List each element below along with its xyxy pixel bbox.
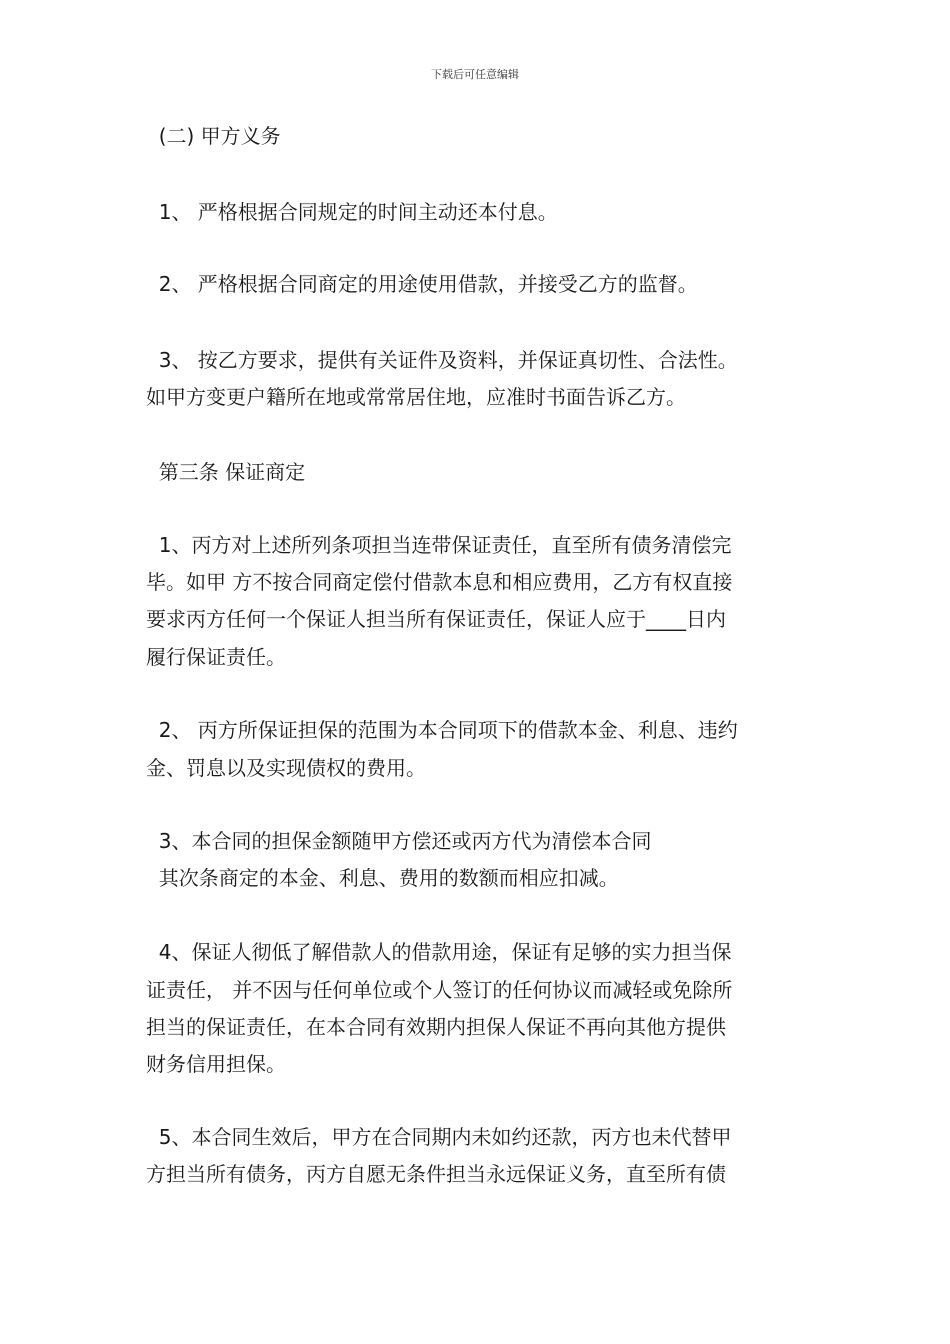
article-heading-guarantee: 第三条 保证商定: [146, 460, 306, 484]
paragraph-line: 担当的保证责任，在本合同有效期内担保人保证不再向其他方提供: [146, 1015, 726, 1039]
paragraph-line: 其次条商定的本金、利息、费用的数额而相应扣减。: [146, 866, 619, 890]
page-header: 下载后可任意编辑: [431, 68, 519, 81]
paragraph-line: 1、 严格根据合同规定的时间主动还本付息。: [146, 200, 558, 224]
paragraph-line: 金、罚息以及实现债权的费用。: [146, 756, 426, 780]
paragraph-line: 履行保证责任。: [146, 645, 286, 669]
paragraph-line: 3、 按乙方要求，提供有关证件及资料，并保证真切性、合法性。: [146, 348, 738, 372]
paragraph-line: 毕。如甲 方不按合同商定偿付借款本息和相应费用，乙方有权直接: [146, 570, 733, 594]
paragraph-line: 方担当所有债务，丙方自愿无条件担当永远保证义务，直至所有债: [146, 1162, 726, 1186]
paragraph-line: 2、 严格根据合同商定的用途使用借款，并接受乙方的监督。: [146, 272, 698, 296]
paragraph-line: 2、 丙方所保证担保的范围为本合同项下的借款本金、利息、违约: [146, 718, 738, 742]
section-heading-party-a-obligations: (二) 甲方义务: [146, 124, 281, 148]
paragraph-line: 如甲方变更户籍所在地或常常居住地，应准时书面告诉乙方。: [146, 385, 686, 409]
paragraph-line: 4、保证人彻低了解借款人的借款用途，保证有足够的实力担当保: [146, 940, 732, 964]
paragraph-line: 财务信用担保。: [146, 1052, 286, 1076]
paragraph-line: 证责任， 并不因与任何单位或个人签订的任何协议而减轻或免除所: [146, 978, 733, 1002]
paragraph-line: 要求丙方任何一个保证人担当所有保证责任，保证人应于____日内: [146, 607, 726, 631]
paragraph-line: 3、本合同的担保金额随甲方偿还或丙方代为清偿本合同: [146, 829, 652, 853]
paragraph-line: 5、本合同生效后，甲方在合同期内未如约还款，丙方也未代替甲: [146, 1125, 732, 1149]
paragraph-line: 1、丙方对上述所列条项担当连带保证责任，直至所有债务清偿完: [146, 533, 732, 557]
